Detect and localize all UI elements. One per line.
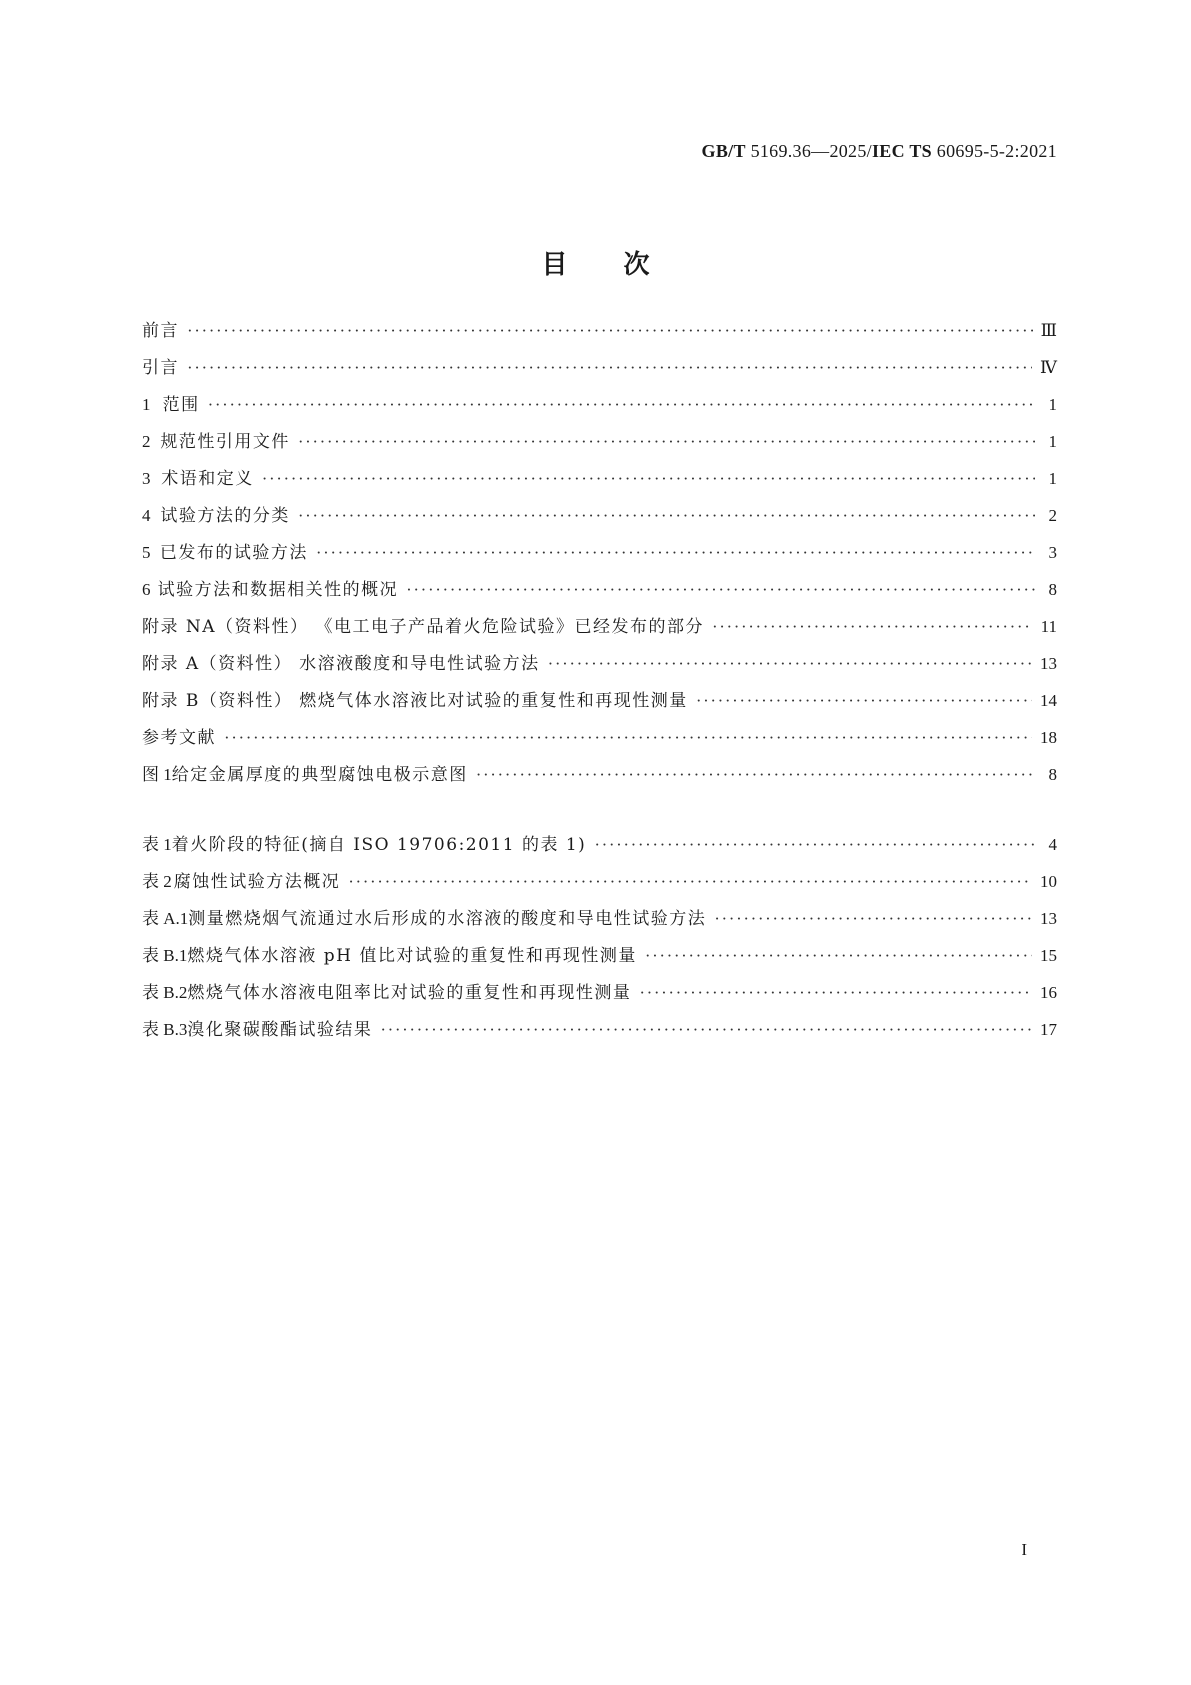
toc-entry-label: 范围: [162, 395, 200, 415]
toc-leader-dots: [380, 1011, 1032, 1048]
toc-entry-page: 8: [1048, 580, 1057, 599]
toc-entry[interactable]: [142, 1011, 1057, 1048]
toc-entry-number: 6: [142, 580, 151, 599]
standard-code: [702, 141, 1057, 162]
toc-entry-page: 8: [1048, 765, 1057, 784]
toc-leader-dots: [348, 863, 1032, 900]
toc-entry-page: 3: [1048, 543, 1057, 562]
toc-leader-dots: [696, 682, 1032, 719]
toc-entry-label: 已发布的试验方法: [159, 543, 308, 563]
page-number: I: [1021, 1540, 1027, 1559]
toc-entry-label: 着火阶段的特征(摘自 ISO 19706:2011 的表 1): [171, 835, 587, 855]
toc-entry-label: 附录 NA（资料性） 《电工电子产品着火危险试验》已经发布的部分: [142, 617, 704, 637]
toc-entry-label: 给定金属厚度的典型腐蚀电极示意图: [171, 765, 468, 785]
toc-leader-dots: [594, 826, 1035, 863]
toc-entry-page: 13: [1040, 654, 1057, 673]
toc-entry-label: 前言: [142, 321, 179, 341]
toc-entry-number: 4: [142, 506, 151, 525]
toc-entry-number: 表 2: [142, 872, 172, 891]
toc-entry-page: 13: [1040, 909, 1057, 928]
toc-entry[interactable]: [142, 534, 1057, 571]
toc-entry[interactable]: [142, 719, 1057, 756]
toc-entry-number: 5: [142, 543, 151, 562]
toc-leader-dots: [298, 497, 1035, 534]
toc-leader-dots: [714, 900, 1032, 937]
toc-leader-dots: [476, 756, 1035, 793]
toc-entry-number: 2: [142, 432, 151, 451]
toc-entry[interactable]: [142, 937, 1057, 974]
toc-entry-number: 表 B.2: [142, 983, 188, 1002]
toc-entry-number: 1: [142, 395, 151, 414]
toc-entry[interactable]: [142, 497, 1057, 534]
toc-entry-page: 2: [1048, 506, 1057, 525]
toc-entry[interactable]: [142, 974, 1057, 1011]
toc-entry-number: 表 B.3: [142, 1020, 188, 1039]
toc-leader-dots: [208, 386, 1035, 423]
toc-entry-page: Ⅲ: [1040, 321, 1057, 340]
toc-sections: [142, 312, 1057, 756]
toc-entry[interactable]: [142, 682, 1057, 719]
toc-entry-label: 附录 B（资料性） 燃烧气体水溶液比对试验的重复性和再现性测量: [142, 691, 688, 711]
toc-entry[interactable]: [142, 826, 1057, 863]
toc-entry-label: 燃烧气体水溶液电阻率比对试验的重复性和再现性测量: [187, 983, 632, 1003]
toc-entry[interactable]: [142, 423, 1057, 460]
toc-entry-label: 术语和定义: [161, 469, 254, 489]
toc-entry-number: 表 B.1: [142, 946, 188, 965]
toc-leader-dots: [406, 571, 1035, 608]
std-code-iec: IEC TS: [871, 141, 932, 161]
toc-entry-label: 试验方法的分类: [160, 506, 290, 526]
toc-entry-page: 14: [1040, 691, 1057, 710]
toc-entry[interactable]: [142, 608, 1057, 645]
toc-entry[interactable]: [142, 312, 1057, 349]
toc-entry[interactable]: [142, 386, 1057, 423]
toc-leader-dots: [187, 312, 1033, 349]
toc-entry-page: 18: [1040, 728, 1057, 747]
toc-entry-label: 参考文献: [142, 728, 216, 748]
toc-leader-dots: [298, 423, 1035, 460]
toc-entry[interactable]: [142, 645, 1057, 682]
toc-entry-page: 11: [1040, 617, 1057, 636]
page-title: 目次: [541, 250, 706, 280]
toc-entry[interactable]: [142, 349, 1057, 386]
toc-leader-dots: [224, 719, 1032, 756]
toc-entry-label: 附录 A（资料性） 水溶液酸度和导电性试验方法: [142, 654, 540, 674]
toc-entry-page: 1: [1048, 395, 1057, 414]
toc-entry[interactable]: [142, 460, 1057, 497]
std-code-number: 5169.36—2025/: [750, 141, 872, 161]
std-code-prefix: GB/T: [701, 141, 746, 161]
toc-entry-page: Ⅳ: [1040, 358, 1057, 377]
std-code-iec-number: 60695-5-2:2021: [936, 141, 1057, 161]
toc-leader-dots: [316, 534, 1035, 571]
toc-entry-number: 表 A.1: [142, 909, 189, 928]
toc-entry-page: 10: [1040, 872, 1057, 891]
toc-entry-label: 试验方法和数据相关性的概况: [157, 580, 399, 600]
toc-entry[interactable]: [142, 571, 1057, 608]
toc-entry-label: 燃烧气体水溶液 pH 值比对试验的重复性和再现性测量: [187, 946, 637, 966]
toc-entry-page: 15: [1040, 946, 1057, 965]
toc-leader-dots: [639, 974, 1032, 1011]
toc-entry-page: 16: [1040, 983, 1057, 1002]
toc-leader-dots: [712, 608, 1033, 645]
toc-leader-dots: [262, 460, 1035, 497]
toc-entry-number: 图 1: [142, 765, 172, 784]
toc-entry-page: 1: [1048, 432, 1057, 451]
toc-leader-dots: [645, 937, 1032, 974]
toc-entry-page: 17: [1040, 1020, 1057, 1039]
toc-entry-label: 腐蚀性试验方法概况: [173, 872, 341, 892]
toc-entry-number: 表 1: [142, 835, 172, 854]
toc-entry-label: 测量燃烧烟气流通过水后形成的水溶液的酸度和导电性试验方法: [188, 909, 707, 929]
toc-entry[interactable]: [142, 863, 1057, 900]
toc-entry-label: 规范性引用文件: [160, 432, 290, 452]
toc-entry-label: 引言: [142, 358, 179, 378]
toc-figures: [142, 756, 1057, 793]
toc-leader-dots: [548, 645, 1032, 682]
toc-entry[interactable]: [142, 900, 1057, 937]
toc-entry-label: 溴化聚碳酸酯试验结果: [187, 1020, 373, 1040]
toc-entry[interactable]: [142, 756, 1057, 793]
toc-entry-page: 4: [1048, 835, 1057, 854]
toc-entry-number: 3: [142, 469, 151, 488]
toc-tables: [142, 826, 1057, 1048]
toc-entry-page: 1: [1048, 469, 1057, 488]
toc-leader-dots: [187, 349, 1032, 386]
